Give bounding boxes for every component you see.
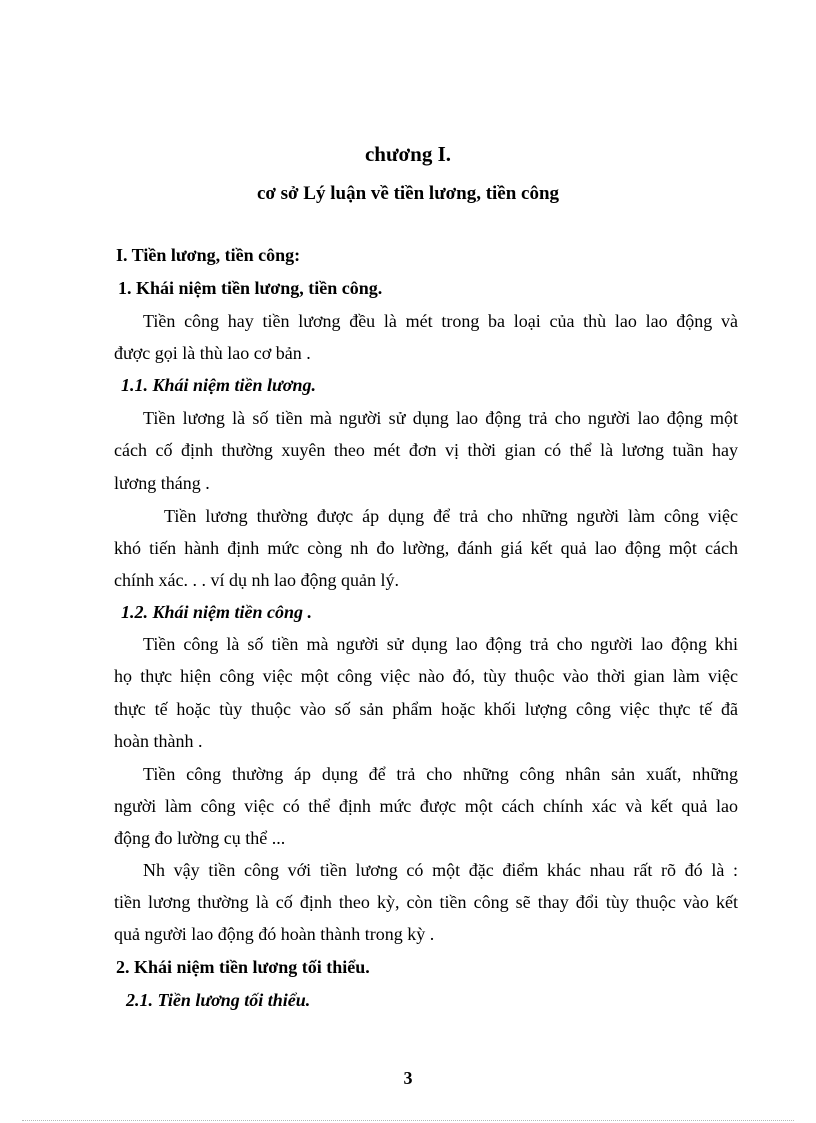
para-1-2-line-3: thực tế hoặc tùy thuộc vào số sản phẩm hoặc khối lượng công việc thực tế đã [114,699,738,719]
subsection-2-1-heading: 2.1. Tiền lương tối thiểu. [126,990,311,1010]
para-1-2c-line-3: quả người lao động đó hoàn thành trong kỳ . [114,924,435,944]
para-1-2-line-2: họ thực hiện công việc một công việc nào đó, tùy thuộc vào thời gian làm việc [114,666,738,686]
para-1-2-line-1: Tiền công là số tiền mà người sử dụng lao động trả cho người lao động khi [143,634,738,654]
page-bottom-divider [22,1120,794,1121]
para-1-2c-line-1: Nh vậy tiền công với tiền lương có một đặc điểm khác nhau rất rõ đó là : [143,860,738,880]
subsection-1-1-heading: 1.1. Khái niệm tiền lương. [121,375,316,395]
para-1-1-line-1: Tiền lương là số tiền mà người sử dụng lao động trả cho người lao động một [143,408,738,428]
para-1-2b-line-2: người làm công việc có thể định mức được một cách chính xác và kết quả lao [114,796,738,816]
intro-line-1: Tiền công hay tiền lương đều là mét trong ba loại của thù lao lao động và [143,311,738,331]
section-heading: I. Tiền lương, tiền công: [116,245,301,265]
para-1-1-line-3: lương tháng . [114,473,210,493]
subsection-2-heading: 2. Khái niệm tiền lương tối thiểu. [116,957,370,977]
subsection-1-2-heading: 1.2. Khái niệm tiền công . [121,602,313,622]
subsection-1-heading: 1. Khái niệm tiền lương, tiền công. [118,278,383,298]
para-1-1b-line-1: Tiền lương thường được áp dụng để trả cho những người làm công việc [164,506,738,526]
chapter-title: chương I. [364,142,452,166]
para-1-1-line-2: cách cố định thường xuyên theo mét đơn vị thời gian có thể là lương tuần hay [114,440,738,460]
para-1-2-line-4: hoàn thành . [114,731,203,751]
page-number: 3 [403,1068,413,1088]
chapter-subtitle: cơ sở Lý luận về tiền lương, tiền công [256,183,560,204]
para-1-1b-line-2: khó tiến hành định mức còng nh đo lường, đánh giá kết quả lao động một cách [114,538,738,558]
para-1-2b-line-3: động đo lường cụ thể ... [114,828,286,848]
intro-line-2: được gọi là thù lao cơ bản . [114,343,311,363]
para-1-1b-line-3: chính xác. . . ví dụ nh lao động quản lý. [114,570,399,590]
para-1-2b-line-1: Tiền công thường áp dụng để trả cho những công nhân sản xuất, những [143,764,738,784]
para-1-2c-line-2: tiền lương thường là cố định theo kỳ, còn tiền công sẽ thay đổi tùy thuộc vào kết [114,892,738,912]
